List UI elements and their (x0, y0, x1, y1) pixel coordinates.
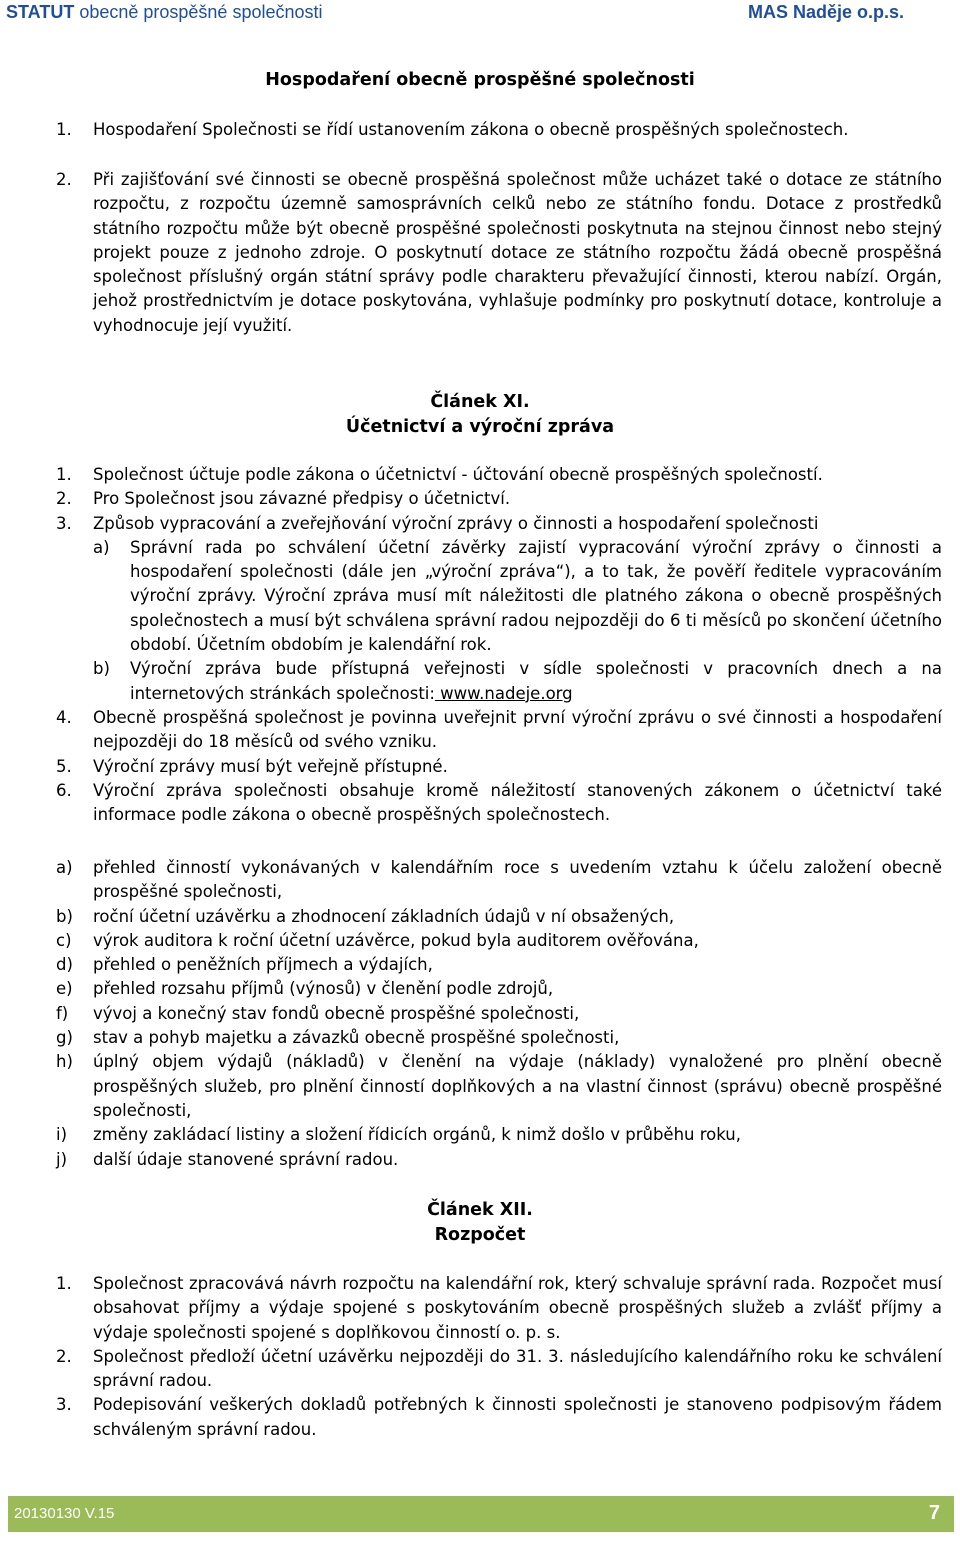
article-title: Rozpočet (434, 1225, 526, 1245)
item-text: změny zakládací listiny a složení řídicích orgánů, k nimž došlo v průběhu roku, (93, 1125, 741, 1145)
item-text: Způsob vypracování a zveřejňování výroční zprávy o činnosti a hospodaření společnosti (93, 513, 819, 533)
item-letter: d) (56, 955, 73, 975)
article-number: Článek XI. (430, 392, 530, 412)
item-number: 2. (56, 170, 72, 189)
item-text: roční účetní uzávěrku a zhodnocení základních údajů v ní obsažených, (93, 906, 675, 926)
list-item (56, 856, 942, 905)
list-item (56, 1272, 942, 1345)
item-text: Obecně prospěšná společnost je povinna uveřejnit první výroční zprávu o své činnosti a hospodaření nejpozději do 18 měsíců od svého vzniku. (93, 707, 942, 752)
item-number: 3. (56, 513, 72, 533)
item-text: Společnost účtuje podle zákona o účetnictví - účtování obecně prospěšných společností. (93, 465, 823, 484)
section1-list (56, 118, 942, 142)
list-item (56, 463, 942, 487)
header-title-rest: obecně prospěšné společnosti (74, 2, 323, 22)
annual-report-contents-list (56, 856, 942, 1172)
item-number: 5. (56, 756, 72, 776)
list-item (56, 977, 942, 1001)
item-text: výrok auditora k roční účetní uzávěrce, pokud byla auditorem ověřována, (93, 930, 699, 950)
sub-item-letter: b) (93, 659, 110, 679)
list-item (56, 487, 942, 511)
article-xii-heading (0, 1198, 960, 1248)
item-letter: j) (56, 1149, 68, 1169)
item-number: 4. (56, 707, 72, 727)
list-item (56, 755, 942, 779)
list-item (56, 929, 942, 953)
item-text: úplný objem výdajů (nákladů) v členění na výdaje (náklady) vynaložené pro plnění obecně prospěšných služeb, pro plnění činností doplňkových a na vlastní činnost (správu) obecně prospěšné společnosti, (93, 1052, 942, 1120)
item-number: 1. (56, 1274, 72, 1293)
list-item (56, 118, 942, 142)
list-item (56, 1026, 942, 1050)
item-text: vývoj a konečný stav fondů obecně prospěšné společnosti, (93, 1003, 580, 1023)
article-xii-list (56, 1272, 942, 1442)
item-text: Výroční zpráva společnosti obsahuje kromě náležitostí stanovených zákonem o účetnictví také informace podle zákona o obecně prospěšných společnostech. (93, 780, 942, 825)
item-letter: c) (56, 930, 72, 950)
item-letter: h) (56, 1052, 73, 1072)
item-text: Podepisování veškerých dokladů potřebných k činnosti společnosti je stanoveno podpisovým řádem schváleným správní radou. (93, 1395, 942, 1439)
header-document-title (6, 2, 323, 23)
list-item (56, 1345, 942, 1394)
sub-item (93, 536, 942, 657)
item-text: další údaje stanovené správní radou. (93, 1149, 399, 1169)
header-organization: MAS Naděje o.p.s. (748, 2, 905, 22)
item-letter: e) (56, 979, 73, 999)
sub-item-text: Správní rada po schválení účetní závěrky zajistí vypracování výroční zprávy o činnosti a hospodaření společnosti (dále jen „výroční zpráva“), a to tak, že pověří ředitele vypracováním výroční zprávy. Výroční zpráva musí mít náležitosti dle platného zákona o obecně prospěšných společnostech a musí být schválena správní radou nejpozději do 6 ti měsíců po skončení účetního období. Účetním obdobím je kalendářní rok. (130, 537, 942, 655)
list-item (56, 1148, 942, 1172)
list-item (56, 1393, 942, 1442)
article-xi-list (56, 463, 942, 827)
section1-list-2 (56, 168, 942, 338)
list-item (56, 779, 942, 828)
item-text: Výroční zprávy musí být veřejně přístupné. (93, 756, 448, 776)
item-text: přehled o peněžních příjmech a výdajích, (93, 955, 433, 975)
item-number: 1. (56, 465, 72, 484)
item-text: stav a pohyb majetku a závazků obecně prospěšné společnosti, (93, 1028, 620, 1048)
header-title-bold: STATUT (6, 2, 75, 22)
page-header (0, 0, 960, 30)
item-text: přehled činností vykonávaných v kalendářním roce s uvedením vztahu k účelu založení obecně prospěšné společnosti, (93, 858, 942, 902)
item-letter: f) (56, 1003, 69, 1023)
item-text: přehled rozsahu příjmů (výnosů) v členění podle zdrojů, (93, 979, 554, 999)
item-text: Pro Společnost jsou závazné předpisy o účetnictví. (93, 489, 511, 509)
footer-version: 20130130 V.15 (14, 1505, 115, 1522)
item-number: 3. (56, 1395, 72, 1415)
list-item (56, 905, 942, 929)
article-number: Článek XII. (427, 1200, 533, 1220)
article-title: Účetnictví a výroční zpráva (345, 417, 615, 437)
item-text: Při zajišťování své činnosti se obecně prospěšná společnost může ucházet také o dotace ze státního rozpočtu, z rozpočtu územně samosprávních celků nebo ze státního fondu. Dotace z prostředků státního rozpočtu může být obecně prospěšné společnosti poskytnuta na stejnou činnost nebo stejný projekt pouze z jednoho zdroje. O poskytnutí dotace ze státního rozpočtu žádá obecně prospěšná společnost příslušný orgán státní správy podle charakteru převažující činnosti, kterou nabízí. Orgán, jehož prostřednictvím je dotace poskytována, vyhlašuje podmínky pro poskytnutí dotace, kontroluje a vyhodnocuje její využití. (93, 170, 942, 335)
sub-item-letter: a) (93, 537, 110, 557)
list-item (56, 1050, 942, 1123)
section-title-hospodareni: Hospodaření obecně prospěšné společnosti (265, 70, 695, 90)
item-text: Hospodaření Společnosti se řídí ustanovením zákona o obecně prospěšných společnostech. (93, 120, 849, 139)
item-number: 1. (56, 120, 72, 139)
item-number: 2. (56, 489, 72, 509)
item-letter: i) (56, 1125, 68, 1145)
item-number: 2. (56, 1346, 72, 1366)
item-number: 6. (56, 780, 72, 800)
list-item (56, 512, 942, 706)
item-text: Společnost předloží účetní uzávěrku nejpozději do 31. 3. následujícího kalendářního roku ke schválení správní radou. (93, 1346, 942, 1391)
list-item (56, 168, 942, 338)
item-text: Společnost zpracovává návrh rozpočtu na kalendářní rok, který schvaluje správní rada. Rozpočet musí obsahovat příjmy a výdaje spojené s poskytováním obecně prospěšných služeb a zvlášť příjmy a výdaje společnosti spojené s doplňkovou činností o. p. s. (93, 1274, 942, 1342)
item-letter: a) (56, 858, 73, 877)
website-link[interactable]: www.nadeje.org (434, 683, 573, 703)
item-letter: g) (56, 1028, 73, 1048)
list-item (56, 1123, 942, 1147)
article-xi-heading (0, 390, 960, 440)
list-item (56, 706, 942, 755)
page-footer (8, 1496, 954, 1532)
list-item (56, 1002, 942, 1026)
footer-page-number: 7 (928, 1502, 940, 1524)
item-letter: b) (56, 906, 73, 926)
list-item (56, 953, 942, 977)
sub-item (93, 657, 942, 706)
sub-item-text: Výroční zpráva bude přístupná veřejnosti v sídle společnosti v pracovních dnech a na internetových stránkách společnosti: (130, 659, 942, 703)
